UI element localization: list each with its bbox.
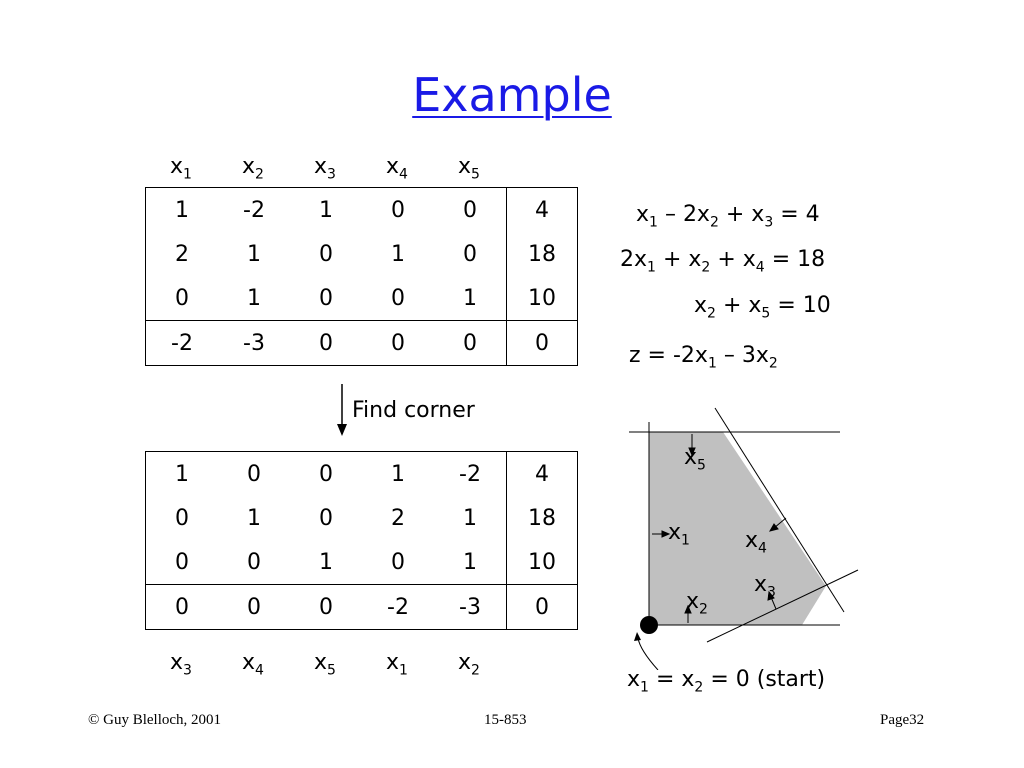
objective-row <box>146 321 578 366</box>
corner-tableau <box>145 451 578 630</box>
header-x4: $x_4$ <box>386 154 408 183</box>
table-row <box>146 188 578 233</box>
header-x3: $x_3$ <box>170 650 192 679</box>
cell: 0 <box>463 197 477 223</box>
cell: 0 <box>362 321 434 366</box>
cell: 1 <box>175 461 189 487</box>
cell: 0 <box>247 549 261 575</box>
cell: 0 <box>175 285 189 311</box>
start-vertex <box>640 616 658 634</box>
cell: 1 <box>391 241 405 267</box>
label-x2: $x_2$ <box>686 589 708 618</box>
cell: 0 <box>391 549 405 575</box>
cell: 0 <box>319 285 333 311</box>
cell: 1 <box>391 461 405 487</box>
label-x5: $x_5$ <box>684 445 706 474</box>
start-label: $x_1 = x_2 = 0$ (start) <box>627 667 826 696</box>
label-x1: $x_1$ <box>668 520 690 549</box>
cell: 0 <box>175 505 189 531</box>
table-row <box>146 540 578 585</box>
header-x2: $x_2$ <box>458 650 480 679</box>
cell: -2 <box>459 461 481 487</box>
cell: 2 <box>391 505 405 531</box>
label-x4: $x_4$ <box>745 528 767 557</box>
table-row <box>146 232 578 276</box>
cell: 0 <box>290 321 362 366</box>
initial-tableau <box>145 187 578 366</box>
header-x1: $x_1$ <box>170 154 192 183</box>
header-x4: $x_4$ <box>242 650 264 679</box>
cell: 0 <box>290 585 362 630</box>
rhs-cell: 10 <box>507 540 578 585</box>
feasible-region-diagram <box>600 400 880 670</box>
cell: 1 <box>247 505 261 531</box>
rhs-cell: 18 <box>507 232 578 276</box>
cell: 1 <box>247 285 261 311</box>
cell: 0 <box>218 585 290 630</box>
cell: 2 <box>175 241 189 267</box>
cell: -3 <box>434 585 507 630</box>
cell: 0 <box>247 461 261 487</box>
down-arrow-icon <box>330 380 354 438</box>
cell: 0 <box>319 241 333 267</box>
slide-title: Example <box>412 68 612 122</box>
cell: -2 <box>146 321 219 366</box>
cell: 0 <box>391 285 405 311</box>
label-x3: $x_3$ <box>754 572 776 601</box>
header-x3: $x_3$ <box>314 154 336 183</box>
header-x5: $x_5$ <box>458 154 480 183</box>
header-x2: $x_2$ <box>242 154 264 183</box>
objective-equation: $z = -2x_1 - 3x_2$ <box>629 343 778 372</box>
equation-2: $2x_1 + x_2 + x_4 = 18$ <box>620 247 826 276</box>
table-row <box>146 276 578 321</box>
rhs-cell: 4 <box>507 188 578 233</box>
cell: 1 <box>463 285 477 311</box>
cell: 0 <box>391 197 405 223</box>
cell: 1 <box>463 505 477 531</box>
start-pointer <box>638 638 658 670</box>
equation-1: $x_1 - 2x_2 + x_3 = 4$ <box>636 202 820 231</box>
cell: 0 <box>319 505 333 531</box>
rhs-cell: 0 <box>507 585 578 630</box>
cell: 1 <box>463 549 477 575</box>
cell: -3 <box>218 321 290 366</box>
cell: 0 <box>434 321 507 366</box>
cell: 1 <box>247 241 261 267</box>
cell: 0 <box>146 585 219 630</box>
header-x5: $x_5$ <box>314 650 336 679</box>
cell: -2 <box>243 197 265 223</box>
cell: 0 <box>463 241 477 267</box>
cell: 1 <box>319 197 333 223</box>
rhs-cell: 0 <box>507 321 578 366</box>
cell: 1 <box>319 549 333 575</box>
step-label: Find corner <box>352 398 475 423</box>
cell: -2 <box>362 585 434 630</box>
footer-page: Page32 <box>880 712 925 728</box>
footer-course: 15-853 <box>484 712 527 728</box>
rhs-cell: 4 <box>507 452 578 497</box>
header-x1: $x_1$ <box>386 650 408 679</box>
equation-3: $x_2 + x_5 = 10$ <box>694 293 831 322</box>
objective-row <box>146 585 578 630</box>
cell: 0 <box>175 549 189 575</box>
rhs-cell: 10 <box>507 276 578 321</box>
rhs-cell: 18 <box>507 496 578 540</box>
cell: 0 <box>319 461 333 487</box>
footer-copyright: © Guy Blelloch, 2001 <box>88 712 222 728</box>
table-row <box>146 452 578 497</box>
table-row <box>146 496 578 540</box>
cell: 1 <box>175 197 189 223</box>
